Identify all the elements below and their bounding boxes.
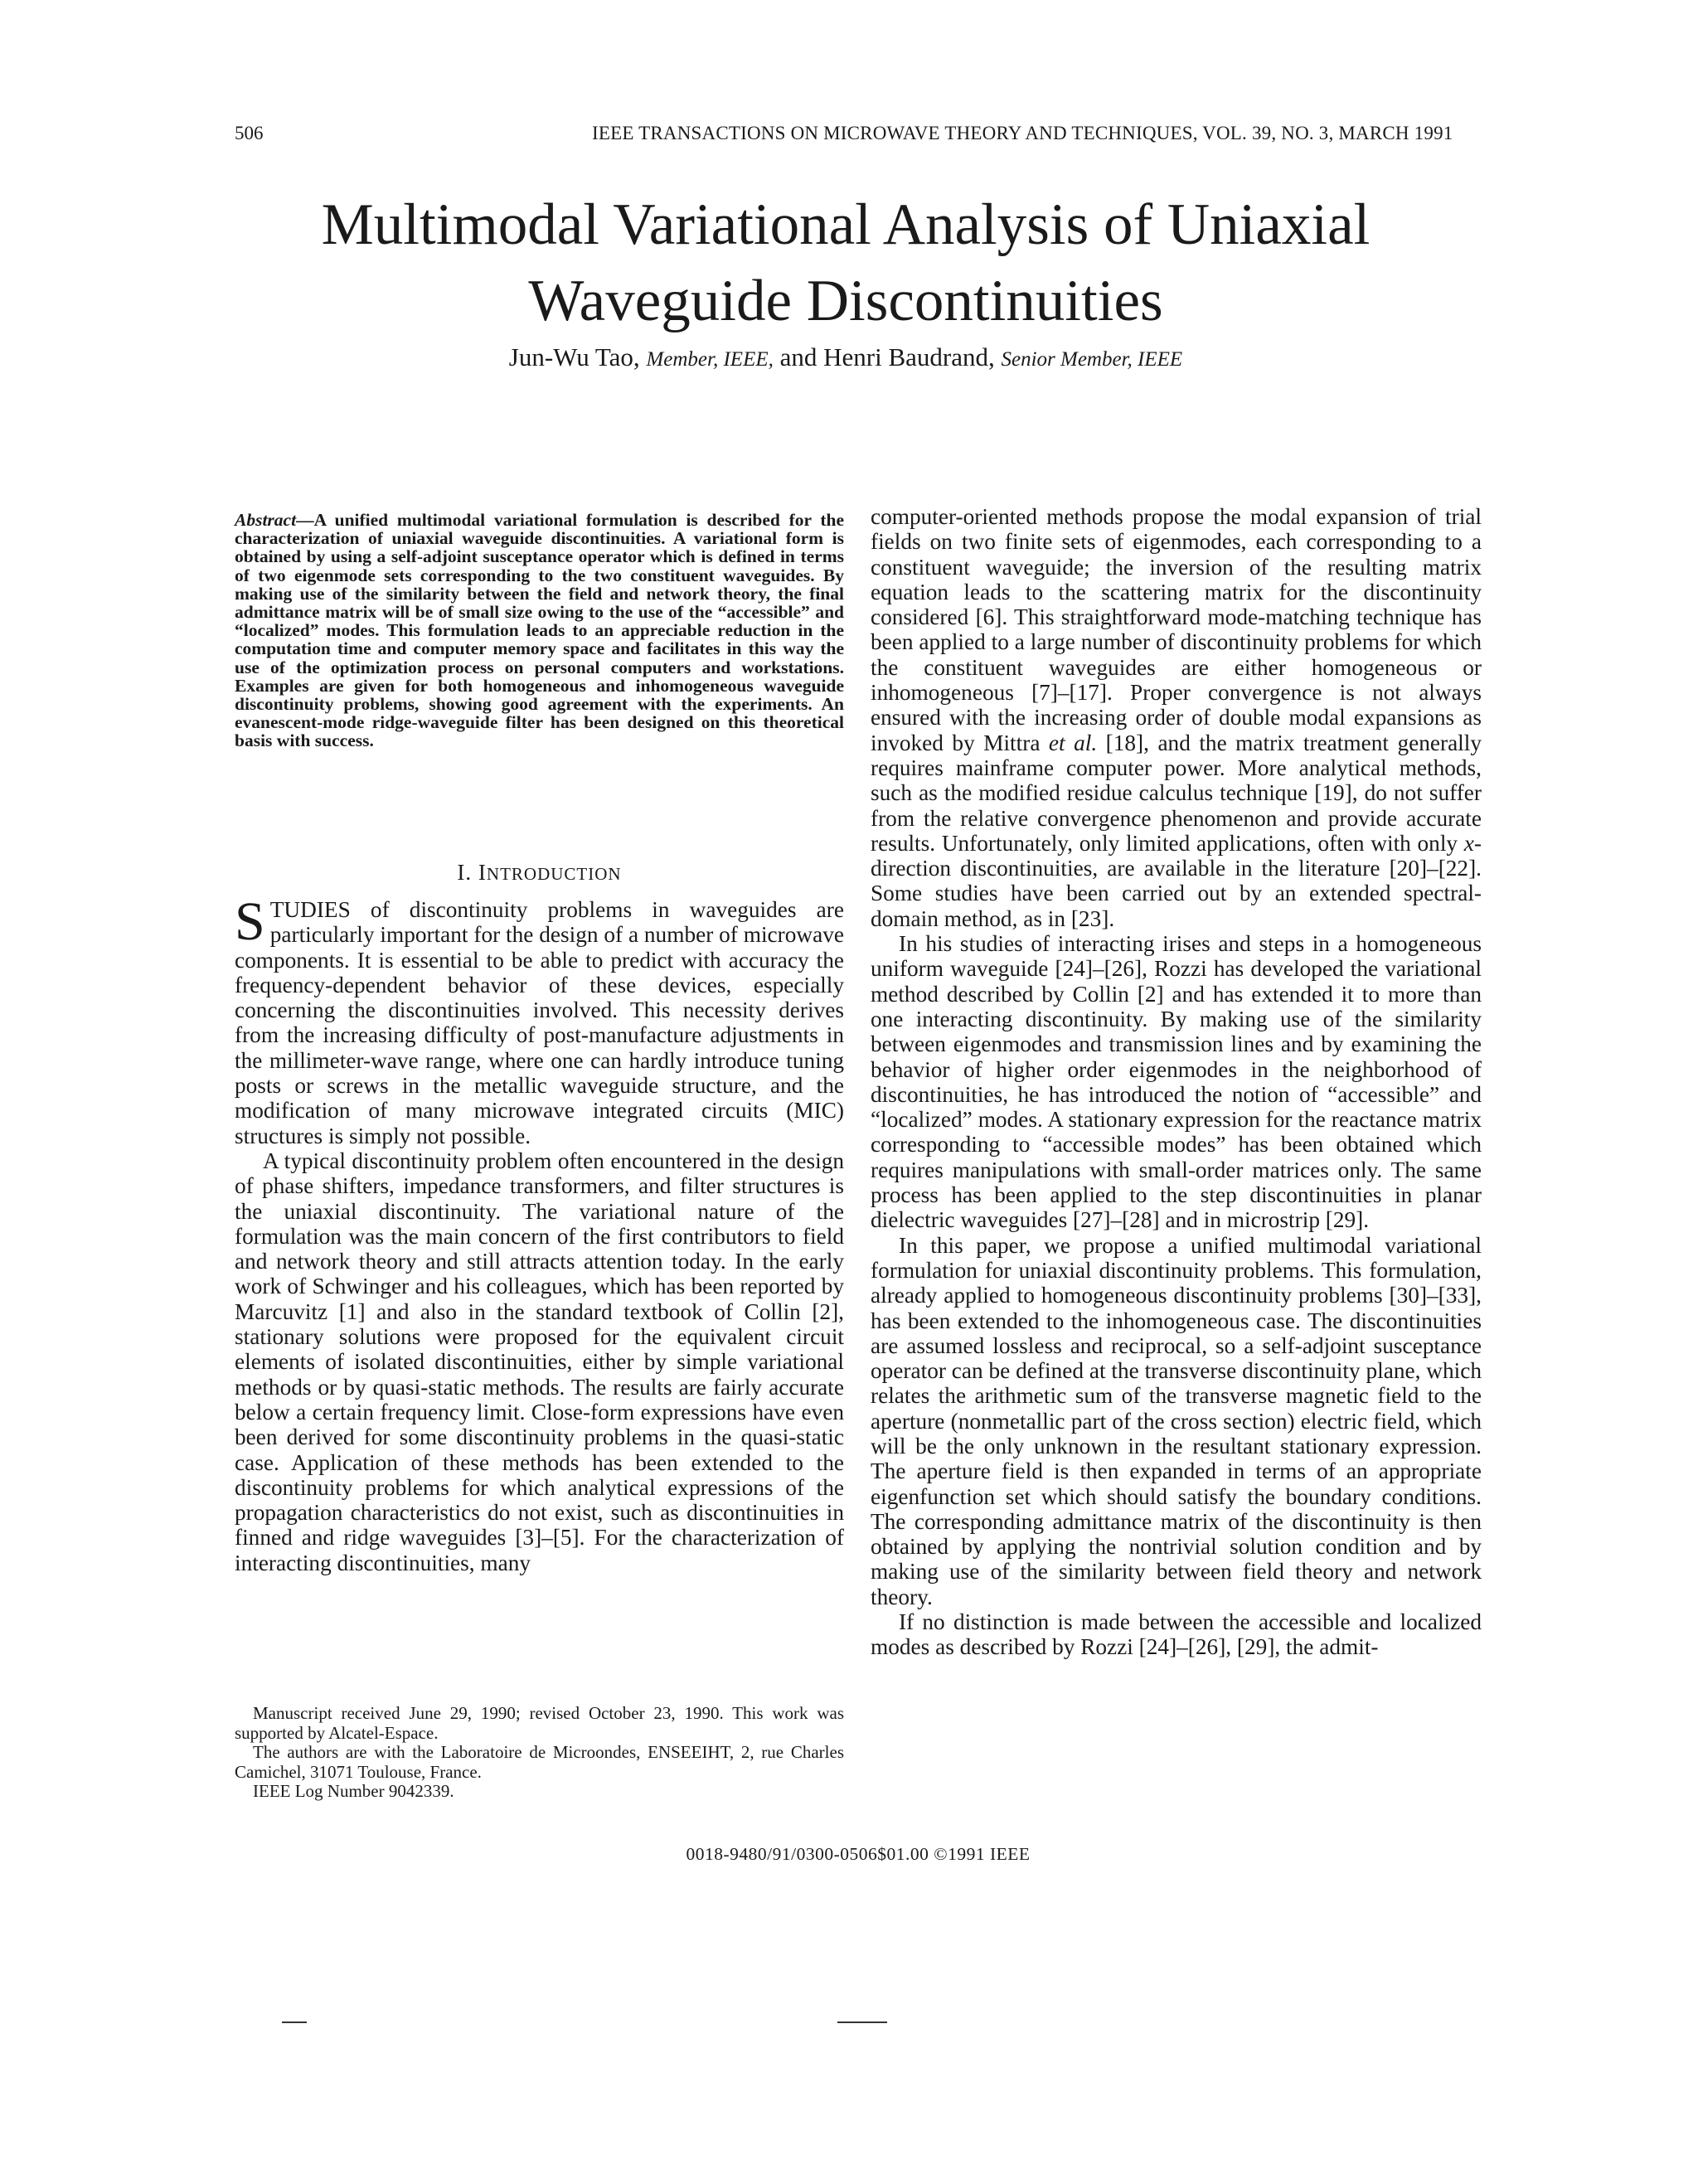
right-column bbox=[871, 504, 1482, 1660]
author-2: Henri Baudrand, bbox=[823, 342, 995, 371]
footnote-log-number: IEEE Log Number 9042339. bbox=[253, 1781, 454, 1801]
paragraph-text: [18], and the matrix treatment generally requires mainframe computer power. More analytical methods, such as the modified residue calculus technique [19], do not suffer from the relative convergence phenomenon and provide accurate results. Unfortunately, only limited applications, often with only bbox=[871, 730, 1482, 856]
paragraph-text: -direction discontinuities, are available in the literature [20]–[22]. Some studies have been carried out by an extended spectral-domain method, as in [23]. bbox=[871, 830, 1482, 931]
paragraph-text: computer-oriented methods propose the modal expansion of trial fields on two finite sets of eigenmodes, each corresponding to a constituent waveguide; the inversion of the resulting matrix equation leads to the scattering matrix for the discontinuity considered [6]. This straightforward mode-matching technique has been applied to a large number of discontinuity problems for which the constituent waveguides are either homogeneous or inhomogeneous [7]–[17]. Proper convergence is not always ensured with the increasing order of double modal expansions as invoked by Mittra bbox=[871, 504, 1482, 755]
abstract-label: Abstract bbox=[235, 510, 297, 530]
abstract-text: —A unified multimodal variational formulation is described for the characterization of uniaxial waveguide discontinuities. A variational form is obtained by using a self-adjoint susceptance operator which is defined in terms of two eigenmode sets corresponding to the two constituent waveguides. By making use of the similarity between the field and network theory, the final admittance matrix will be of small size owing to the use of the “accessible” and “localized” modes. This formulation leads to an appreciable reduction in the computation time and computer memory space and facilitates in this way the use of the optimization process on personal computers and workstations. Examples are given for both homogeneous and inhomogeneous waveguide discontinuity problems, showing good agreement with the experiments. An evanescent-mode ridge-waveguide filter has been designed on this theoretical basis with success. bbox=[235, 510, 844, 751]
author-1: Jun-Wu Tao, bbox=[508, 342, 640, 371]
drop-cap: S bbox=[235, 891, 265, 952]
section-title bbox=[478, 860, 622, 885]
paragraph: In his studies of interacting irises and steps in a homogeneous uniform waveguide [24]–[26], Rozzi has developed the variational method described by Collin [2] and has extended it to more than one interacting discontinuity. By making use of the similarity between eigenmodes and transmission lines and by examining the behavior of higher order eigenmodes in the neighborhood of discontinuities, he has introduced the notion of “accessible” and “localized” modes. A stationary expression for the reactance matrix corresponding to “accessible modes” has been obtained which requires manipulations with small-order matrices only. The same process has been applied to the step discontinuities in planar dielectric waveguides [27]–[28] and in microstrip [29]. bbox=[871, 931, 1482, 1233]
paragraph: If no distinction is made between the accessible and localized modes as described by Rozzi [24]–[26], [29], the admit- bbox=[871, 1609, 1482, 1660]
paper-title bbox=[141, 187, 1550, 339]
footnote-affiliation: The authors are with the Laboratoire de Microondes, ENSEEIHT, 2, rue Charles Camichel, 31071 Toulouse, France. bbox=[235, 1742, 844, 1782]
paragraph: In this paper, we propose a unified multimodal variational formulation for uniaxial discontinuity problems. This formulation, already applied to homogeneous discontinuity problems [30]–[33], has been extended to the inhomogeneous case. The discontinuities are assumed lossless and reciprocal, so a self-adjoint susceptance operator can be defined at the transverse discontinuity plane, which relates the arithmetic sum of the transverse magnetic field to the aperture (nonmetallic part of the cross section) electric field, which will be the only unknown in the resultant stationary expression. The aperture field is then expanded in terms of an appropriate eigenfunction set which should satisfy the boundary conditions. The corresponding admittance matrix of the discontinuity is then obtained by applying the nontrivial solution condition and by making use of the similarity between field theory and network theory. bbox=[871, 1232, 1482, 1609]
paragraph bbox=[235, 891, 844, 1148]
author-conjunction: and bbox=[779, 342, 817, 371]
footnote bbox=[235, 1704, 844, 1802]
running-header bbox=[235, 123, 1507, 153]
left-column bbox=[235, 891, 844, 1575]
author-2-affiliation: Senior Member, IEEE bbox=[1001, 348, 1183, 371]
section-title-initial: I bbox=[478, 860, 487, 885]
section-heading bbox=[235, 860, 844, 886]
author-line bbox=[141, 342, 1550, 372]
math-x: x bbox=[1463, 830, 1474, 856]
title-line-1: Multimodal Variational Analysis of Uniaxial bbox=[321, 192, 1371, 257]
footnote-manuscript: Manuscript received June 29, 1990; revised October 23, 1990. This work was supported by Alcatel-Espace. bbox=[235, 1703, 844, 1743]
title-line-2: Waveguide Discontinuities bbox=[528, 269, 1163, 333]
copyright-line: 0018-9480/91/0300-0506$01.00 ©1991 IEEE bbox=[686, 1844, 1031, 1864]
section-numeral: I. bbox=[457, 860, 473, 885]
paragraph: A typical discontinuity problem often encountered in the design of phase shifters, impedance transformers, and filter structures is the uniaxial discontinuity. The variational nature of the formulation was the main concern of the first contributors to field and network theory and still attracts attention today. In the early work of Schwinger and his colleagues, which has been reported by Marcuvitz [1] and also in the standard textbook of Collin [2], stationary solutions were proposed for the equivalent circuit elements of isolated discontinuities, either by simple variational methods or by quasi-static methods. The results are fairly accurate below a certain frequency limit. Close-form expressions have even been derived for some discontinuity problems in the quasi-static case. Application of these methods has been extended to the discontinuity problems for which analytical expressions of the propagation characteristics do not exist, such as discontinuities in finned and ridge waveguides [3]–[5]. For the characterization of interacting discontinuities, many bbox=[235, 1148, 844, 1575]
scan-mark bbox=[282, 2021, 307, 2023]
scan-mark bbox=[837, 2021, 887, 2023]
paragraph-text: TUDIES of discontinuity problems in waveguides are particularly important for the design of a number of microwave components. It is essential to be able to predict with accuracy the frequency-dependent behavior of these devices, especially concerning the discontinuities involved. This necessity derives from the increasing difficulty of post-manufacture adjustments in the millimeter-wave range, where one can hardly introduce tuning posts or screws in the metallic waveguide structure, and the modification of many microwave integrated circuits (MIC) structures is simply not possible. bbox=[235, 897, 844, 1148]
abstract bbox=[235, 511, 844, 750]
section-title-rest: NTRODUCTION bbox=[486, 864, 622, 884]
page-number: 506 bbox=[235, 123, 264, 143]
journal-header: IEEE TRANSACTIONS ON MICROWAVE THEORY AND TECHNIQUES, VOL. 39, NO. 3, MARCH 1991 bbox=[592, 123, 1453, 143]
et-al: et al. bbox=[1048, 730, 1098, 755]
paragraph bbox=[871, 504, 1482, 931]
author-1-affiliation: Member, IEEE, bbox=[646, 348, 774, 371]
